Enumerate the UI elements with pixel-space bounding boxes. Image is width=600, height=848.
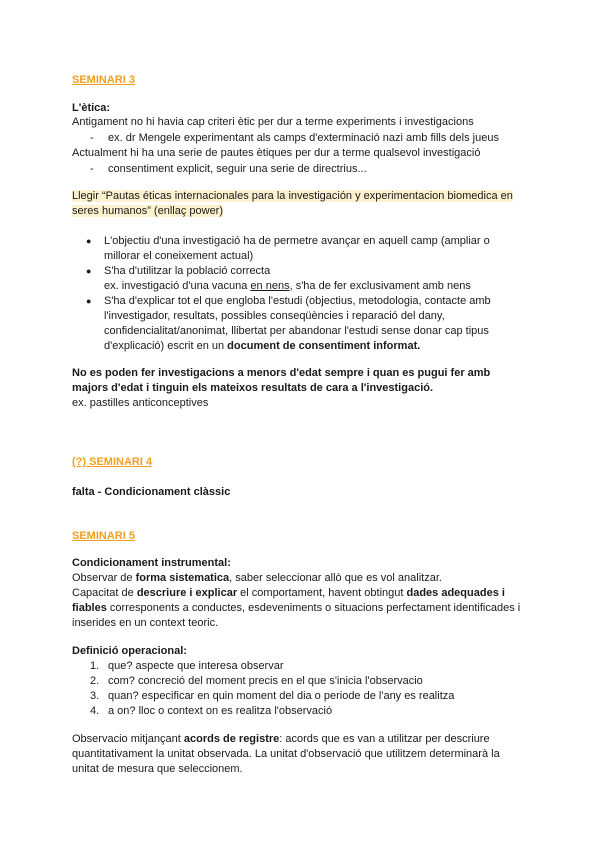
list-item: quan? especificar en quin moment del dia o periode de l'any es realitza [108, 690, 455, 702]
text-line: l'investigador, resultats, possibles conseqüències i reparació del dany, [104, 310, 445, 322]
bold-note: No es poden fer investigacions a menors d'edat sempre i quan es pugui fer amb [72, 367, 491, 379]
text-line: Actualment hi ha una serie de pautes ètiques per dur a terme qualsevol investigació [72, 147, 481, 159]
text-line: quantitativament la unitat observada. La unitat d'observació que utilitzem determinarà la [72, 748, 500, 760]
list-item: que? aspecte que interesa observar [108, 660, 284, 672]
text-line: Capacitat de descriure i explicar el comportament, havent obtingut dades adequades i [72, 587, 505, 599]
text-line: millorar el coneixement actual) [104, 250, 254, 262]
seminari-3-heading: SEMINARI 3 [72, 74, 135, 86]
dash-marker: - [90, 163, 94, 175]
list-item-number: 3. [90, 690, 100, 702]
text-line: ex. investigació d'una vacuna en nens, s'ha de fer exclusivament amb nens [104, 280, 471, 292]
bold-note: majors d'edat i tinguin els mateixos resultats de cara a l'investigació. [72, 382, 434, 394]
bullet-marker: ● [86, 236, 92, 246]
list-item: com? concreció del moment precis en el que s'inicia l'observacio [108, 675, 423, 687]
list-item-number: 1. [90, 660, 100, 672]
list-item: a on? lloc o context on es realitza l'observació [108, 705, 333, 717]
bullet-marker: ● [86, 266, 92, 276]
text-line: fiables corresponents a conductes, esdeveniments o situacions perfectament identificades i [72, 602, 521, 614]
list-item-number: 4. [90, 705, 100, 717]
seminari-5-heading: SEMINARI 5 [72, 530, 135, 542]
text-line: S'ha d'explicar tot el que engloba l'estudi (objectius, metodologia, contacte amb [104, 295, 491, 307]
text-line: unitat de mesura que seleccionem. [72, 763, 243, 775]
dash-marker: - [90, 132, 94, 144]
text-line: ex. pastilles anticonceptives [72, 397, 209, 409]
text-line: Observar de forma sistematica, saber seleccionar allò que es vol analitzar. [72, 572, 442, 584]
text-line: ex. dr Mengele experimentant als camps d'exterminació nazi amb fills dels jueus [108, 132, 499, 144]
seminari-4-text: falta - Condicionament clàssic [72, 486, 231, 498]
seminari-4-heading: (?) SEMINARI 4 [72, 456, 153, 468]
highlight-line: seres humanos” (enllaç power) [72, 205, 224, 217]
highlight-line: Llegir “Pautas éticas internacionales para la investigación y experimentacion biomedica en [72, 190, 513, 202]
text-line: consentiment explicit, seguir una serie de directrius... [108, 163, 367, 175]
text-line: d'explicació) escrit en un document de consentiment informat. [104, 340, 421, 352]
ethics-title: L'ètica: [72, 102, 111, 114]
text-line: Antigament no hi havia cap criteri ètic per dur a terme experiments i investigacions [72, 116, 474, 128]
definition-title: Definició operacional: [72, 645, 187, 657]
text-line: Observacio mitjançant acords de registre: acords que es van a utilitzar per descriure [72, 733, 490, 745]
instrumental-title: Condicionament instrumental: [72, 557, 231, 569]
text-line: confidencialitat/anonimat, llibertat per abandonar l'estudi sense donar cap tipus [104, 325, 489, 337]
text-line: L'objectiu d'una investigació ha de permetre avançar en aquell camp (ampliar o [104, 235, 490, 247]
list-item-number: 2. [90, 675, 100, 687]
text-line: inserides en un context teoric. [72, 617, 219, 629]
text-line: S'ha d'utilitzar la població correcta [104, 265, 271, 277]
bullet-marker: ● [86, 296, 92, 306]
